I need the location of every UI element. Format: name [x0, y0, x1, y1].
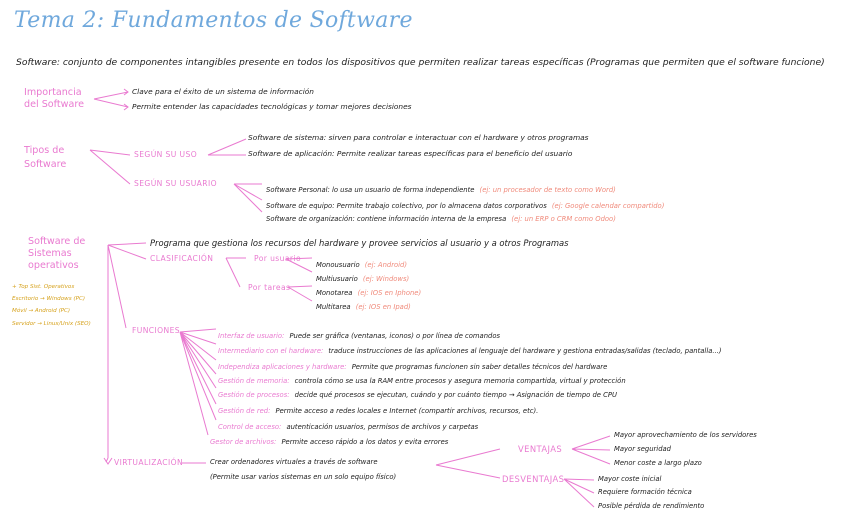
- page-title: Tema 2: Fundamentos de Software: [14, 8, 413, 33]
- funcion-label: Control de acceso:: [218, 423, 282, 431]
- funcion-label: Gestión de procesos:: [218, 391, 290, 399]
- funcion-text: controla cómo se usa la RAM entre procesos y asegura memoria compartida, virtual y protección: [294, 377, 626, 385]
- ventaja-item: Mayor aprovechamiento de los servidores: [614, 431, 757, 439]
- so-description: Programa que gestiona los recursos del hardware y provee servicios al usuario y a otros Programas: [150, 238, 569, 248]
- funcion-text: Puede ser gráfica (ventanas, iconos) o por línea de comandos: [289, 332, 501, 340]
- funcion-item: [218, 340, 722, 356]
- item-example: (ej: Android): [364, 261, 408, 269]
- item-example: (ej: IOS en Ipad): [355, 303, 411, 311]
- funcion-text: decide qué procesos se ejecutan, cuándo y por cuánto tiempo → Asignación de tiempo de CPU: [294, 391, 617, 399]
- desventaja-item: Mayor coste inicial: [598, 475, 662, 483]
- funcion-label: Gestión de memoria:: [218, 377, 290, 385]
- item-example: (ej: un ERP o CRM como Odoo): [511, 215, 616, 223]
- importancia-label: Importancia del Software: [24, 87, 84, 110]
- side-note-item: Escritorio → Windows (PC): [12, 296, 86, 302]
- ventaja-item: Mayor seguridad: [614, 445, 671, 453]
- item-text: Software Personal: lo usa un usuario de forma independiente: [266, 186, 475, 194]
- item-text: Software de organización: contiene información interna de la empresa: [266, 215, 507, 223]
- tipos-label: Tipos de Software: [24, 145, 67, 170]
- software-definition: Software: conjunto de componentes intangibles presente en todos los dispositivos que permiten realizar tareas específicas (Programas que permiten que el software funcione): [16, 57, 825, 68]
- funcion-text: traduce instrucciones de las aplicaciones al lenguaje del hardware y gestiona entradas/salidas (teclado, pantalla...): [328, 347, 722, 355]
- side-note-item: Servidor → Linux/Unix (SEO): [12, 321, 91, 327]
- importancia-item: Permite entender las capacidades tecnológicas y tomar mejores decisiones: [132, 102, 412, 111]
- funcion-item: [218, 416, 478, 432]
- segun-usuario-item: [266, 208, 616, 224]
- funcion-item: [210, 431, 448, 447]
- virtualizacion-desc: Crear ordenadores virtuales a través de software: [210, 458, 378, 466]
- segun-usuario-label: SEGÚN SU USUARIO: [134, 179, 217, 188]
- ventaja-item: Menor coste a largo plazo: [614, 459, 702, 467]
- item-example: (ej: un procesador de texto como Word): [479, 186, 616, 194]
- importancia-item: Clave para el éxito de un sistema de información: [132, 87, 314, 96]
- desventajas-label: DESVENTAJAS: [502, 474, 565, 484]
- item-example: (ej: Google calendar compartido): [551, 202, 665, 210]
- segun-uso-label: SEGÚN SU USO: [134, 150, 198, 159]
- item-text: Monousuario: [316, 261, 360, 269]
- funcion-label: Interfaz de usuario:: [218, 332, 285, 340]
- item-text: Multitarea: [316, 303, 351, 311]
- funcion-text: autenticación usuarios, permisos de archivos y carpetas: [286, 423, 479, 431]
- funcion-label: Intermediario con el hardware:: [218, 347, 324, 355]
- item-example: (ej: Windows): [362, 275, 410, 283]
- virtualizacion-label: VIRTUALIZACIÓN: [114, 458, 184, 467]
- funciones-label: FUNCIONES: [132, 326, 181, 335]
- segun-usuario-item: [266, 179, 616, 195]
- clasificacion-label: CLASIFICACIÓN: [150, 254, 214, 263]
- segun-uso-item: Software de aplicación: Permite realizar tareas específicas para el beneficio del usuario: [248, 149, 573, 158]
- item-text: Monotarea: [316, 289, 353, 297]
- so-label: Software de Sistemas operativos: [28, 236, 86, 271]
- desventaja-item: Requiere formación técnica: [598, 488, 692, 496]
- funcion-item: [218, 384, 617, 400]
- funcion-item: [218, 400, 538, 416]
- segun-uso-item: Software de sistema: sirven para controlar e interactuar con el hardware y otros programas: [248, 133, 589, 142]
- desventaja-item: Posible pérdida de rendimiento: [598, 502, 705, 510]
- side-note-title: + Top Sist. Operativos: [12, 284, 75, 290]
- funcion-label: Gestor de archivos:: [210, 438, 277, 446]
- funcion-item: [218, 325, 500, 341]
- virtualizacion-desc2: (Permite usar varios sistemas en un solo equipo físico): [210, 473, 397, 481]
- side-note-item: Móvil → Android (PC): [12, 308, 71, 314]
- por-tareas-label: Por tareas: [248, 283, 291, 292]
- funcion-text: Permite acceso rápido a los datos y evita errores: [281, 438, 449, 446]
- funcion-text: Permite acceso a redes locales e Internet (compartir archivos, recursos, etc).: [275, 407, 539, 415]
- item-text: Software de equipo: Permite trabajo colectivo, por lo almacena datos corporativos: [266, 202, 547, 210]
- funcion-text: Permite que programas funcionen sin saber detalles técnicos del hardware: [351, 363, 608, 371]
- funcion-label: Independiza aplicaciones y hardware:: [218, 363, 347, 371]
- por-tareas-item: [316, 296, 411, 312]
- funcion-label: Gestión de red:: [218, 407, 271, 415]
- item-example: (ej: IOS en Iphone): [357, 289, 422, 297]
- ventajas-label: VENTAJAS: [518, 444, 563, 454]
- item-text: Multiusuario: [316, 275, 358, 283]
- por-usuario-label: Por usuario: [254, 254, 302, 263]
